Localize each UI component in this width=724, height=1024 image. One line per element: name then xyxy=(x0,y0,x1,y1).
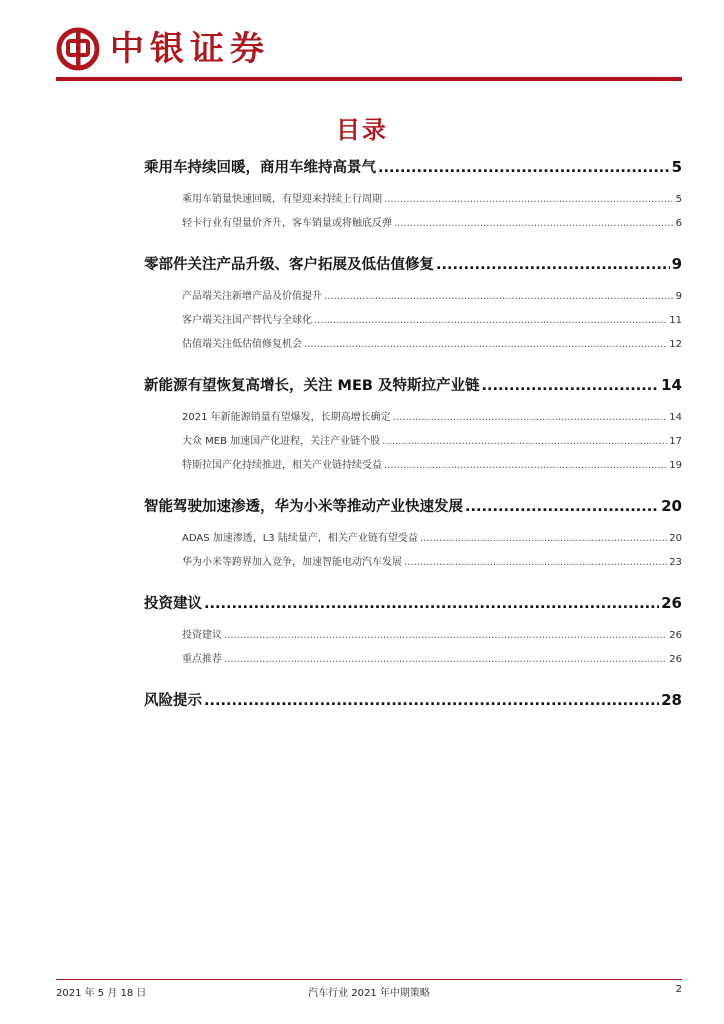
toc-chapter-entry[interactable] xyxy=(144,588,682,618)
toc-chapter-page: 20 xyxy=(661,497,682,515)
toc-subsection-entry[interactable] xyxy=(182,188,682,212)
toc-subsection-page: 26 xyxy=(669,630,682,641)
toc-chapter-title: 零部件关注产品升级、客户拓展及低估值修复 xyxy=(144,257,434,273)
toc-subsection-page: 5 xyxy=(675,194,682,205)
toc-section xyxy=(144,491,682,575)
toc-subsection-title: 投资建议 xyxy=(182,630,222,641)
toc-chapter-page: 14 xyxy=(661,376,682,394)
toc-subsection-entry[interactable] xyxy=(182,212,682,236)
toc-chapter-title: 新能源有望恢复高增长，关注 MEB 及特斯拉产业链 xyxy=(144,378,480,394)
toc-chapter-entry[interactable] xyxy=(144,370,682,400)
toc-leader-dots xyxy=(465,492,659,522)
toc-chapter-title: 风险提示 xyxy=(144,693,202,709)
toc-leader-dots xyxy=(224,624,667,648)
toc-subsection-title: ADAS 加速渗透，L3 陆续量产，相关产业链有望受益 xyxy=(182,533,418,544)
toc-subsection-title: 轻卡行业有望量价齐升，客车销量或将触底反弹 xyxy=(182,218,392,229)
toc-leader-dots xyxy=(420,527,667,551)
toc-chapter-entry[interactable] xyxy=(144,491,682,521)
toc-section xyxy=(144,249,682,357)
footer-divider xyxy=(56,979,682,980)
toc-subsection-entry[interactable] xyxy=(182,406,682,430)
toc-leader-dots xyxy=(382,430,667,454)
toc-section xyxy=(144,152,682,236)
footer-report-title: 汽车行业 2021 年中期策略 xyxy=(308,988,430,999)
toc-chapter-title: 智能驾驶加速渗透，华为小米等推动产业快速发展 xyxy=(144,499,463,515)
toc-subsection-page: 23 xyxy=(669,557,682,568)
toc-title: 目录 xyxy=(336,116,388,144)
toc-subsection-page: 26 xyxy=(669,654,682,665)
bank-of-china-logo-icon xyxy=(56,27,100,71)
toc-subsection-entry[interactable] xyxy=(182,309,682,333)
toc-subsection-page: 9 xyxy=(675,291,682,302)
toc-chapter-entry[interactable] xyxy=(144,685,682,715)
toc-subsection-page: 17 xyxy=(669,436,682,447)
header-divider xyxy=(56,77,682,81)
toc-subsection-title: 重点推荐 xyxy=(182,654,222,665)
toc-chapter-page: 5 xyxy=(671,158,682,176)
toc-leader-dots xyxy=(304,333,667,357)
footer-page-number: 2 xyxy=(675,984,682,995)
toc-section xyxy=(144,370,682,478)
toc-leader-dots xyxy=(481,371,659,401)
toc-section xyxy=(144,588,682,672)
toc-subsection-entry[interactable] xyxy=(182,648,682,672)
toc-chapter-entry[interactable] xyxy=(144,152,682,182)
toc-subsection-title: 估值端关注低估值修复机会 xyxy=(182,339,302,350)
toc-chapter-page: 9 xyxy=(671,255,682,273)
toc-leader-dots xyxy=(204,589,659,619)
footer-date: 2021 年 5 月 18 日 xyxy=(56,988,147,999)
toc-leader-dots xyxy=(384,454,667,478)
toc-subsection-page: 14 xyxy=(669,412,682,423)
toc-leader-dots xyxy=(384,188,674,212)
toc-subsection-entry[interactable] xyxy=(182,527,682,551)
toc-chapter-page: 26 xyxy=(661,594,682,612)
table-of-contents xyxy=(144,152,682,728)
toc-subsection-page: 12 xyxy=(669,339,682,350)
footer xyxy=(56,984,682,1000)
toc-subsection-title: 特斯拉国产化持续推进，相关产业链持续受益 xyxy=(182,460,382,471)
toc-subsection-title: 乘用车销量快速回暖，有望迎来持续上行周期 xyxy=(182,194,382,205)
toc-subsection-page: 20 xyxy=(669,533,682,544)
toc-subsection-entry[interactable] xyxy=(182,624,682,648)
toc-subsection-title: 客户端关注国产替代与全球化 xyxy=(182,315,312,326)
toc-subsection-page: 11 xyxy=(669,315,682,326)
toc-subsection-page: 6 xyxy=(675,218,682,229)
toc-leader-dots xyxy=(404,551,667,575)
header xyxy=(56,24,270,74)
toc-subsection-title: 华为小米等跨界加入竞争，加速智能电动汽车发展 xyxy=(182,557,402,568)
toc-subsection-title: 2021 年新能源销量有望爆发，长期高增长确定 xyxy=(182,412,391,423)
toc-leader-dots xyxy=(394,212,674,236)
toc-chapter-title: 乘用车持续回暖，商用车维持高景气 xyxy=(144,160,376,176)
brand-name: 中银证券 xyxy=(110,29,270,69)
toc-subsection-title: 产品端关注新增产品及价值提升 xyxy=(182,291,322,302)
toc-leader-dots xyxy=(436,250,670,280)
toc-section xyxy=(144,685,682,715)
toc-subsection-entry[interactable] xyxy=(182,285,682,309)
toc-subsection-entry[interactable] xyxy=(182,333,682,357)
toc-leader-dots xyxy=(204,686,659,716)
toc-subsection-page: 19 xyxy=(669,460,682,471)
toc-subsection-entry[interactable] xyxy=(182,430,682,454)
toc-leader-dots xyxy=(224,648,667,672)
toc-chapter-entry[interactable] xyxy=(144,249,682,279)
toc-leader-dots xyxy=(393,406,668,430)
toc-leader-dots xyxy=(324,285,674,309)
toc-chapter-title: 投资建议 xyxy=(144,596,202,612)
toc-chapter-page: 28 xyxy=(661,691,682,709)
toc-leader-dots xyxy=(378,153,670,183)
toc-subsection-title: 大众 MEB 加速国产化进程，关注产业链个股 xyxy=(182,436,381,447)
toc-subsection-entry[interactable] xyxy=(182,551,682,575)
toc-subsection-entry[interactable] xyxy=(182,454,682,478)
toc-leader-dots xyxy=(314,309,667,333)
